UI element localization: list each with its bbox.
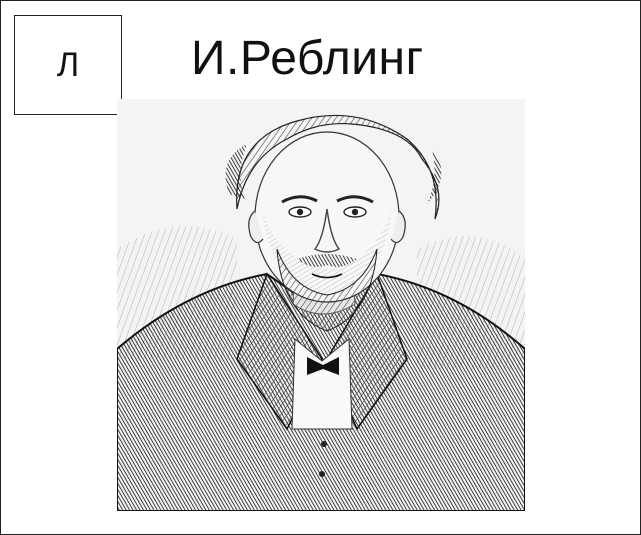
letter-box	[14, 15, 122, 115]
page-title: И.Реблинг	[191, 32, 424, 85]
portrait-image	[117, 99, 525, 511]
portrait-engraving	[117, 99, 525, 511]
letter-label: Л	[56, 45, 80, 84]
